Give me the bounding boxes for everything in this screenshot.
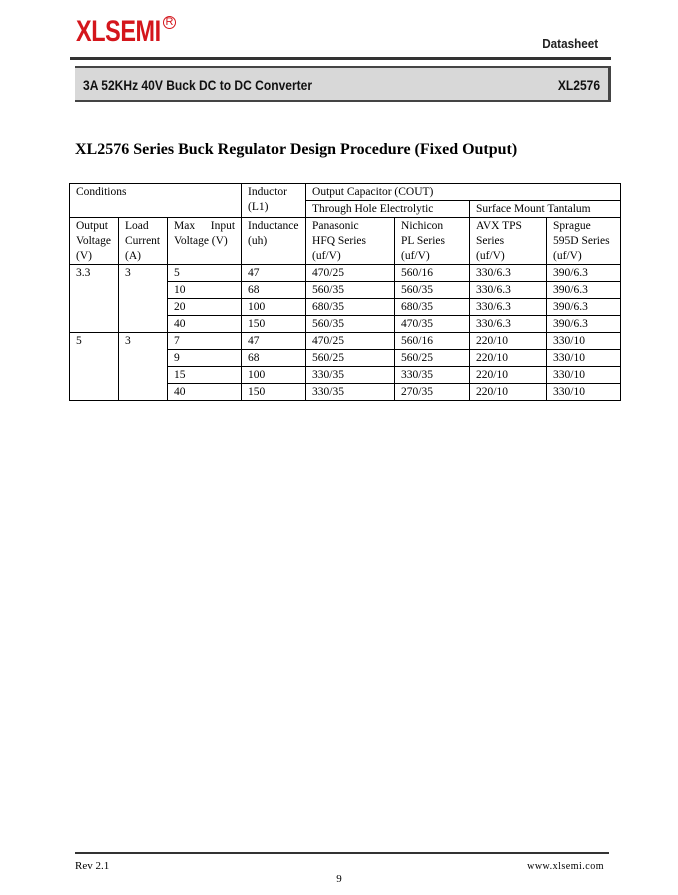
max-input-voltage-cell: 7: [168, 333, 242, 350]
header-line: Current: [125, 235, 161, 247]
section-title: XL2576 Series Buck Regulator Design Procedure (Fixed Output): [75, 141, 518, 158]
header-line: Inductance: [248, 220, 299, 232]
avx-header: [470, 218, 547, 265]
design-procedure-table: [69, 183, 621, 401]
header-line: Series: [476, 235, 505, 247]
panasonic-cell: 470/25: [306, 333, 395, 350]
through-hole-header: Through Hole Electrolytic: [306, 201, 470, 218]
avx-cell: 330/6.3: [470, 265, 547, 282]
panasonic-cell: 680/35: [306, 299, 395, 316]
inductance-cell: 68: [242, 282, 306, 299]
header-line: Voltage (V): [174, 235, 228, 247]
table-header-row-3: [70, 218, 621, 265]
panasonic-cell: 330/35: [306, 367, 395, 384]
sprague-cell: 390/6.3: [547, 316, 621, 333]
max-input-voltage-header: [168, 218, 242, 265]
panasonic-cell: 470/25: [306, 265, 395, 282]
nichicon-cell: 330/35: [395, 367, 470, 384]
footer-divider: [75, 852, 609, 854]
banner-shadow: [608, 66, 611, 102]
nichicon-cell: 270/35: [395, 384, 470, 401]
sprague-cell: 390/6.3: [547, 299, 621, 316]
sprague-cell: 390/6.3: [547, 265, 621, 282]
header-line: AVX TPS: [476, 220, 522, 232]
table-row: [70, 333, 621, 350]
header-line: Output: [76, 220, 108, 232]
output-voltage-header: [70, 218, 119, 265]
load-current-cell: 3: [119, 333, 168, 401]
header-line: Sprague: [553, 220, 591, 232]
avx-cell: 330/6.3: [470, 282, 547, 299]
avx-cell: 330/6.3: [470, 299, 547, 316]
inductance-cell: 150: [242, 384, 306, 401]
header-line: (A): [125, 250, 141, 262]
inductance-cell: 47: [242, 333, 306, 350]
inductance-header: [242, 218, 306, 265]
header-line: (uf/V): [401, 250, 430, 262]
max-input-voltage-cell: 20: [168, 299, 242, 316]
product-title: 3A 52KHz 40V Buck DC to DC Converter: [83, 77, 313, 93]
header-divider: [70, 57, 611, 60]
inductor-header: [242, 184, 306, 218]
max-input-voltage-cell: 40: [168, 316, 242, 333]
header-word: Input: [210, 220, 236, 232]
nichicon-cell: 560/16: [395, 265, 470, 282]
output-voltage-cell: 3.3: [70, 265, 119, 333]
avx-cell: 220/10: [470, 350, 547, 367]
panasonic-cell: 560/25: [306, 350, 395, 367]
nichicon-cell: 470/35: [395, 316, 470, 333]
header-line: (uh): [248, 235, 268, 247]
registered-mark: R: [163, 16, 176, 29]
nichicon-cell: 680/35: [395, 299, 470, 316]
nichicon-cell: 560/16: [395, 333, 470, 350]
part-number: XL2576: [557, 77, 600, 93]
max-input-voltage-cell: 9: [168, 350, 242, 367]
header-line: PL Series: [401, 235, 445, 247]
nichicon-cell: 560/25: [395, 350, 470, 367]
max-input-voltage-cell: 10: [168, 282, 242, 299]
header-line: (uf/V): [312, 250, 341, 262]
inductance-cell: 150: [242, 316, 306, 333]
inductor-header-line2: (L1): [248, 201, 269, 213]
page-number: 9: [336, 873, 342, 885]
sprague-cell: 330/10: [547, 333, 621, 350]
sprague-cell: 330/10: [547, 367, 621, 384]
inductor-header-line1: Inductor: [248, 186, 287, 198]
output-capacitor-header: Output Capacitor (COUT): [306, 184, 621, 201]
revision-label: Rev 2.1: [75, 860, 110, 872]
avx-cell: 330/6.3: [470, 316, 547, 333]
panasonic-header: [306, 218, 395, 265]
surface-mount-header: Surface Mount Tantalum: [470, 201, 621, 218]
header-line: (V): [76, 250, 92, 262]
header-line: Voltage: [76, 235, 111, 247]
website-link[interactable]: www.xlsemi.com: [527, 861, 604, 872]
header-line: [174, 219, 235, 234]
sprague-cell: 330/10: [547, 384, 621, 401]
inductance-cell: 100: [242, 299, 306, 316]
sprague-header: [547, 218, 621, 265]
panasonic-cell: 330/35: [306, 384, 395, 401]
load-current-header: [119, 218, 168, 265]
load-current-cell: 3: [119, 265, 168, 333]
header-line: (uf/V): [553, 250, 582, 262]
inductance-cell: 100: [242, 367, 306, 384]
avx-cell: 220/10: [470, 367, 547, 384]
inductance-cell: 47: [242, 265, 306, 282]
inductance-cell: 68: [242, 350, 306, 367]
company-logo: XLSEMI: [76, 15, 161, 48]
header-line: 595D Series: [553, 235, 610, 247]
max-input-voltage-cell: 40: [168, 384, 242, 401]
header-line: Load: [125, 220, 149, 232]
sprague-cell: 390/6.3: [547, 282, 621, 299]
sprague-cell: 330/10: [547, 350, 621, 367]
header-word: Max: [174, 220, 196, 232]
panasonic-cell: 560/35: [306, 282, 395, 299]
conditions-header: Conditions: [70, 184, 242, 218]
header-line: (uf/V): [476, 250, 505, 262]
title-banner: [75, 66, 608, 102]
nichicon-header: [395, 218, 470, 265]
output-voltage-cell: 5: [70, 333, 119, 401]
header-line: Panasonic: [312, 220, 359, 232]
max-input-voltage-cell: 5: [168, 265, 242, 282]
table-header-row-1: [70, 184, 621, 201]
avx-cell: 220/10: [470, 333, 547, 350]
document-type: Datasheet: [542, 36, 598, 51]
max-input-voltage-cell: 15: [168, 367, 242, 384]
table-row: [70, 265, 621, 282]
avx-cell: 220/10: [470, 384, 547, 401]
panasonic-cell: 560/35: [306, 316, 395, 333]
nichicon-cell: 560/35: [395, 282, 470, 299]
header-line: Nichicon: [401, 220, 444, 232]
header-line: HFQ Series: [312, 235, 367, 247]
